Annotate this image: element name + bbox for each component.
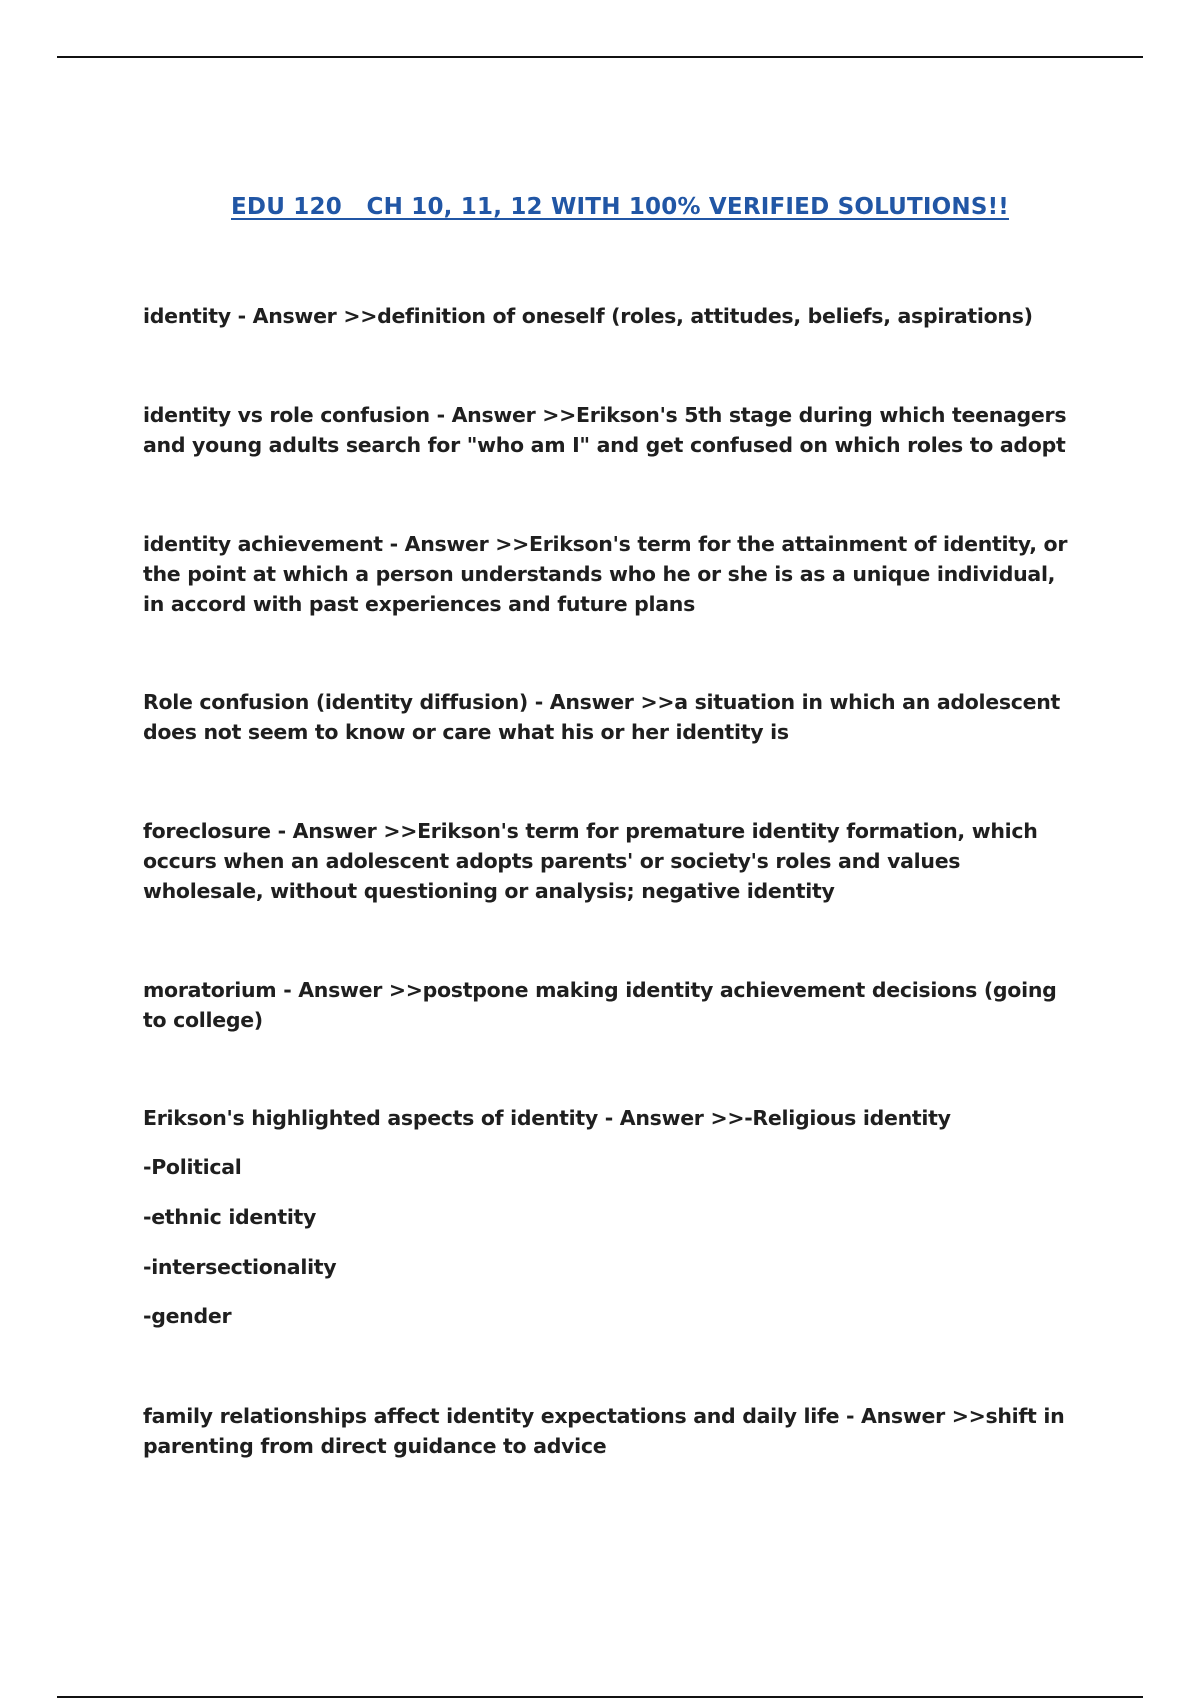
entry-identity [143, 301, 1083, 331]
document-title: EDU 120 CH 10, 11, 12 WITH 100% VERIFIED SOLUTIONS!! [231, 194, 1009, 220]
entry-text: family relationships affect identity expectations and daily life - Answer >>shift in parenting from direct guidance to advice [143, 1404, 1065, 1458]
bottom-rule [57, 1696, 1143, 1698]
entry-role-confusion [143, 687, 1083, 747]
entry-erikson-aspects [143, 1103, 1083, 1133]
entry-text: Erikson's highlighted aspects of identity - Answer >>-Religious identity [143, 1106, 951, 1130]
entry-moratorium [143, 975, 1083, 1035]
entry-family-relationships [143, 1401, 1083, 1461]
aspect-item: -Political [143, 1155, 242, 1179]
entry-text: Role confusion (identity diffusion) - Answer >>a situation in which an adolescent does not seem to know or care what his or her identity is [143, 690, 1061, 744]
top-rule [57, 56, 1143, 58]
aspect-item: -ethnic identity [143, 1205, 317, 1229]
entry-identity-achievement [143, 529, 1083, 619]
aspect-item: -gender [143, 1304, 232, 1328]
entry-text: identity achievement - Answer >>Erikson's term for the attainment of identity, or the point at which a person understands who he or she is as a unique individual, in accord with past experiences and future plans [143, 532, 1068, 616]
entry-text: identity vs role confusion - Answer >>Erikson's 5th stage during which teenagers and young adults search for "who am I" and get confused on which roles to adopt [143, 403, 1067, 457]
entry-text: identity - Answer >>definition of oneself (roles, attitudes, beliefs, aspirations) [143, 304, 1033, 328]
aspect-item: -intersectionality [143, 1255, 337, 1279]
entry-text: moratorium - Answer >>postpone making identity achievement decisions (going to college) [143, 978, 1057, 1032]
entry-foreclosure [143, 816, 1083, 906]
entry-text: foreclosure - Answer >>Erikson's term for premature identity formation, which occurs when an adolescent adopts parents' or society's roles and values wholesale, without questioning or analysis; negative identity [143, 819, 1038, 903]
entry-identity-vs-role-confusion [143, 400, 1083, 460]
